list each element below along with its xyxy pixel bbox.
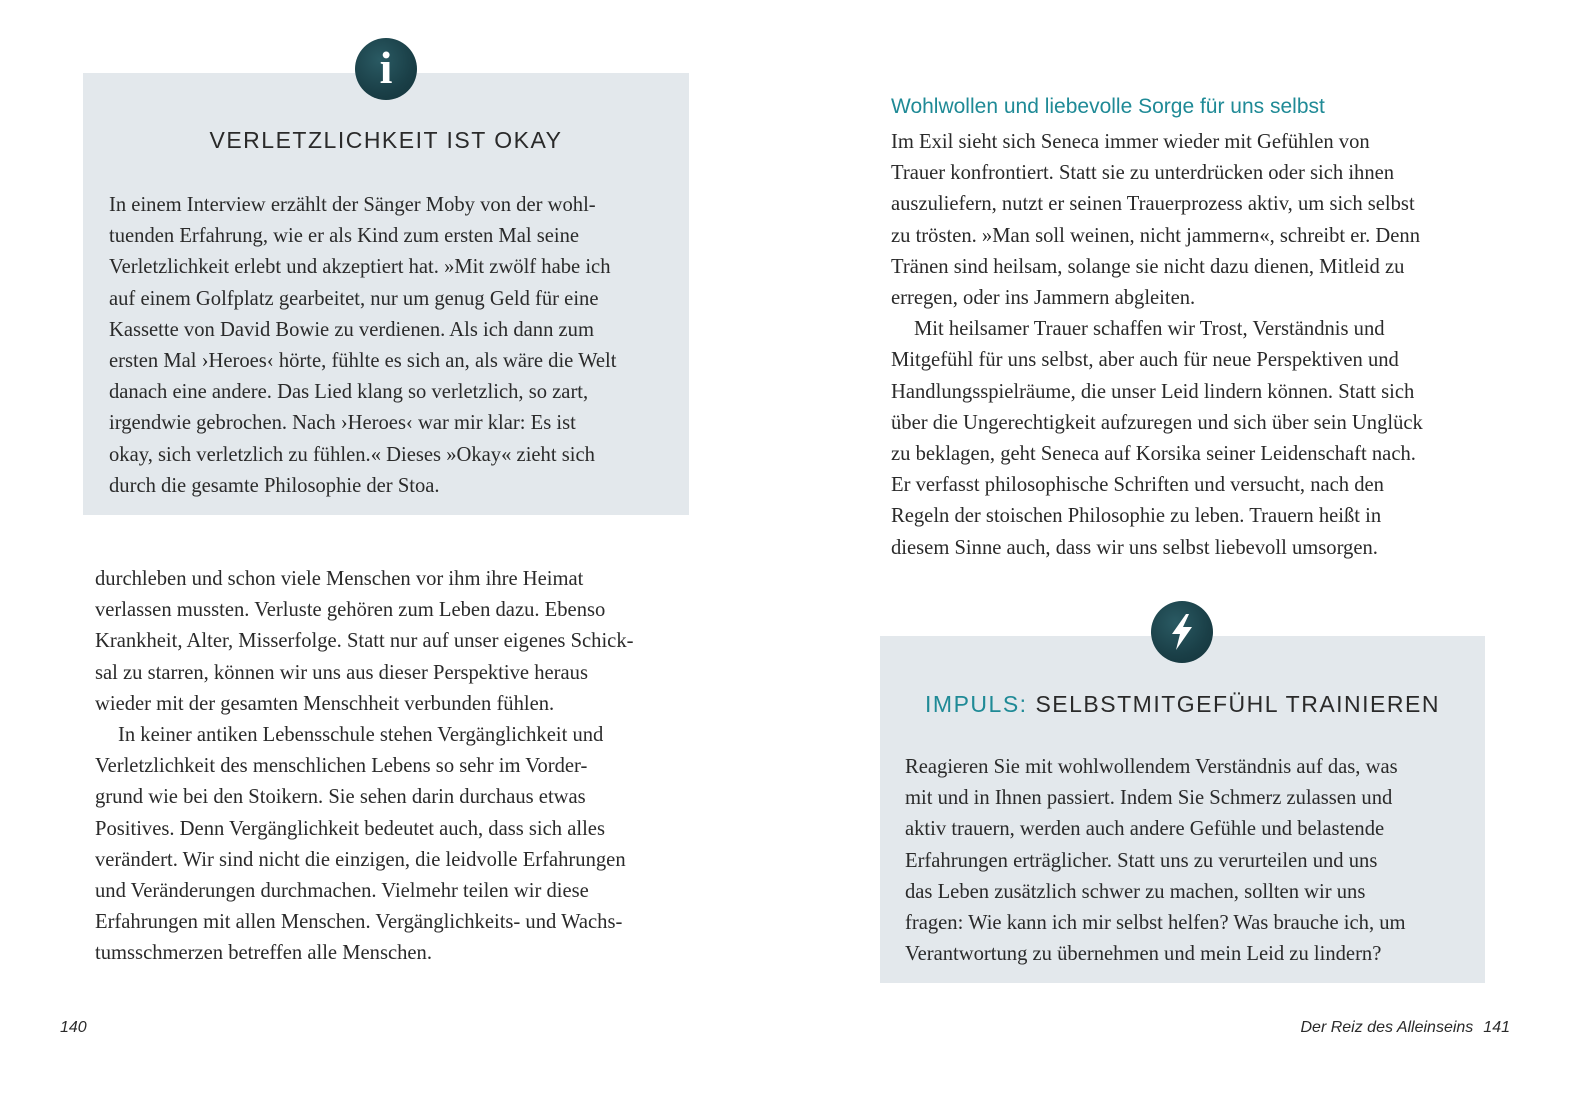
info-box-line: In einem Interview erzählt der Sänger Moby von der wohl- <box>109 194 596 216</box>
body-line: sal zu starren, können wir uns aus dieser Perspektive heraus <box>95 661 588 684</box>
body-line: über die Ungerechtigkeit aufzuregen und sich über sein Unglück <box>891 411 1423 434</box>
impulse-line: Verantwortung zu übernehmen und mein Leid zu lindern? <box>905 943 1382 966</box>
page-number-right: 141 <box>1483 1019 1510 1036</box>
left-body-text <box>95 564 633 970</box>
body-line: Verletzlichkeit des menschlichen Lebens so sehr im Vorder- <box>95 755 588 778</box>
body-line: Mit heilsamer Trauer schaffen wir Trost, Verständnis und <box>914 318 1385 341</box>
impulse-line: fragen: Wie kann ich mir selbst helfen? Was brauche ich, um <box>905 912 1406 935</box>
info-box-line: ersten Mal ›Heroes‹ hörte, fühlte es sich an, als wäre die Welt <box>109 350 617 373</box>
info-box-line: irgendwie gebrochen. Nach ›Heroes‹ war mir klar: Es ist <box>109 412 576 435</box>
right-body-text <box>891 127 1423 564</box>
impulse-title: SELBSTMITGEFÜHL TRAINIEREN <box>1035 691 1440 717</box>
body-line: durchleben und schon viele Menschen vor ihm ihre Heimat <box>95 568 584 590</box>
impulse-box <box>880 636 1485 983</box>
info-box-title: VERLETZLICHKEIT IST OKAY <box>209 127 563 153</box>
body-line: erregen, oder ins Jammern abgleiten. <box>891 287 1196 310</box>
info-box-line: danach eine andere. Das Lied klang so verletzlich, so zart, <box>109 381 589 404</box>
body-line: verändert. Wir sind nicht die einzigen, die leidvolle Erfahrungen <box>95 848 626 871</box>
body-line: Handlungsspielräume, die unser Leid lindern können. Statt sich <box>891 380 1415 403</box>
body-line: verlassen mussten. Verluste gehören zum Leben dazu. Ebenso <box>95 599 606 622</box>
impulse-box-title <box>880 691 1485 718</box>
body-line: Trauer konfrontiert. Statt sie zu unterdrücken oder sich ihnen <box>891 162 1395 185</box>
body-line: wieder mit der gesamten Menschheit verbunden fühlen. <box>95 692 555 715</box>
body-line: grund wie bei den Stoikern. Sie sehen darin durchaus etwas <box>95 786 586 809</box>
body-line: Positives. Denn Vergänglichkeit bedeutet auch, dass sich alles <box>95 817 605 840</box>
info-box-line: Kassette von David Bowie zu verdienen. Als ich dann zum <box>109 318 594 341</box>
lightning-icon-svg <box>1165 612 1199 652</box>
info-icon-glyph: i <box>379 42 393 93</box>
impulse-line: das Leben zusätzlich schwer zu machen, sollten wir uns <box>905 880 1366 903</box>
impulse-line: mit und in Ihnen passiert. Indem Sie Schmerz zulassen und <box>905 787 1393 810</box>
info-box-line: tuenden Erfahrung, wie er als Kind zum ersten Mal seine <box>109 225 580 248</box>
body-line: Erfahrungen mit allen Menschen. Vergänglichkeits- und Wachs- <box>95 911 623 934</box>
info-box-text <box>109 190 616 502</box>
impulse-line: Reagieren Sie mit wohlwollendem Verständnis auf das, was <box>905 756 1398 778</box>
body-line: Regeln der stoischen Philosophie zu leben. Trauern heißt in <box>891 505 1382 528</box>
body-line: zu beklagen, geht Seneca auf Korsika seiner Leidenschaft nach. <box>891 443 1416 466</box>
body-line: Im Exil sieht sich Seneca immer wieder mit Gefühlen von <box>891 131 1370 153</box>
impulse-line: Erfahrungen erträglicher. Statt uns zu verurteilen und uns <box>905 849 1378 872</box>
page-number-left: 140 <box>60 1019 87 1036</box>
body-line: In keiner antiken Lebensschule stehen Vergänglichkeit und <box>118 724 604 747</box>
lightning-icon <box>1151 601 1213 663</box>
running-footer <box>1300 1019 1510 1037</box>
info-box <box>83 73 689 515</box>
body-line: diesem Sinne auch, dass wir uns selbst liebevoll umsorgen. <box>891 536 1378 559</box>
right-page <box>785 0 1570 1110</box>
section-subheading: Wohlwollen und liebevolle Sorge für uns selbst <box>891 95 1325 118</box>
body-line: und Veränderungen durchmachen. Vielmehr teilen wir diese <box>95 880 589 903</box>
body-line: Krankheit, Alter, Misserfolge. Statt nur auf unser eigenes Schick- <box>95 630 634 653</box>
body-line: Er verfasst philosophische Schriften und versucht, nach den <box>891 474 1384 497</box>
running-title: Der Reiz des Alleinseins <box>1300 1019 1474 1036</box>
body-line: tumsschmerzen betreffen alle Menschen. <box>95 942 432 965</box>
impulse-line: aktiv trauern, werden auch andere Gefühle und belastende <box>905 818 1385 841</box>
body-line: Mitgefühl für uns selbst, aber auch für neue Perspektiven und <box>891 349 1399 372</box>
body-line: Tränen sind heilsam, solange sie nicht dazu dienen, Mitleid zu <box>891 255 1405 278</box>
info-box-line: okay, sich verletzlich zu fühlen.« Dieses »Okay« zieht sich <box>109 443 595 466</box>
body-line: zu trösten. »Man soll weinen, nicht jammern«, schreibt er. Denn <box>891 224 1421 247</box>
info-box-line: auf einem Golfplatz gearbeitet, nur um genug Geld für eine <box>109 287 599 310</box>
info-box-line: Verletzlichkeit erlebt und akzeptiert hat. »Mit zwölf habe ich <box>109 256 611 279</box>
info-icon <box>355 38 417 100</box>
info-box-line: durch die gesamte Philosophie der Stoa. <box>109 474 440 497</box>
impulse-label: IMPULS: <box>925 691 1028 717</box>
body-line: auszuliefern, nutzt er seinen Trauerprozess aktiv, um sich selbst <box>891 193 1415 216</box>
impulse-box-text <box>905 752 1406 970</box>
